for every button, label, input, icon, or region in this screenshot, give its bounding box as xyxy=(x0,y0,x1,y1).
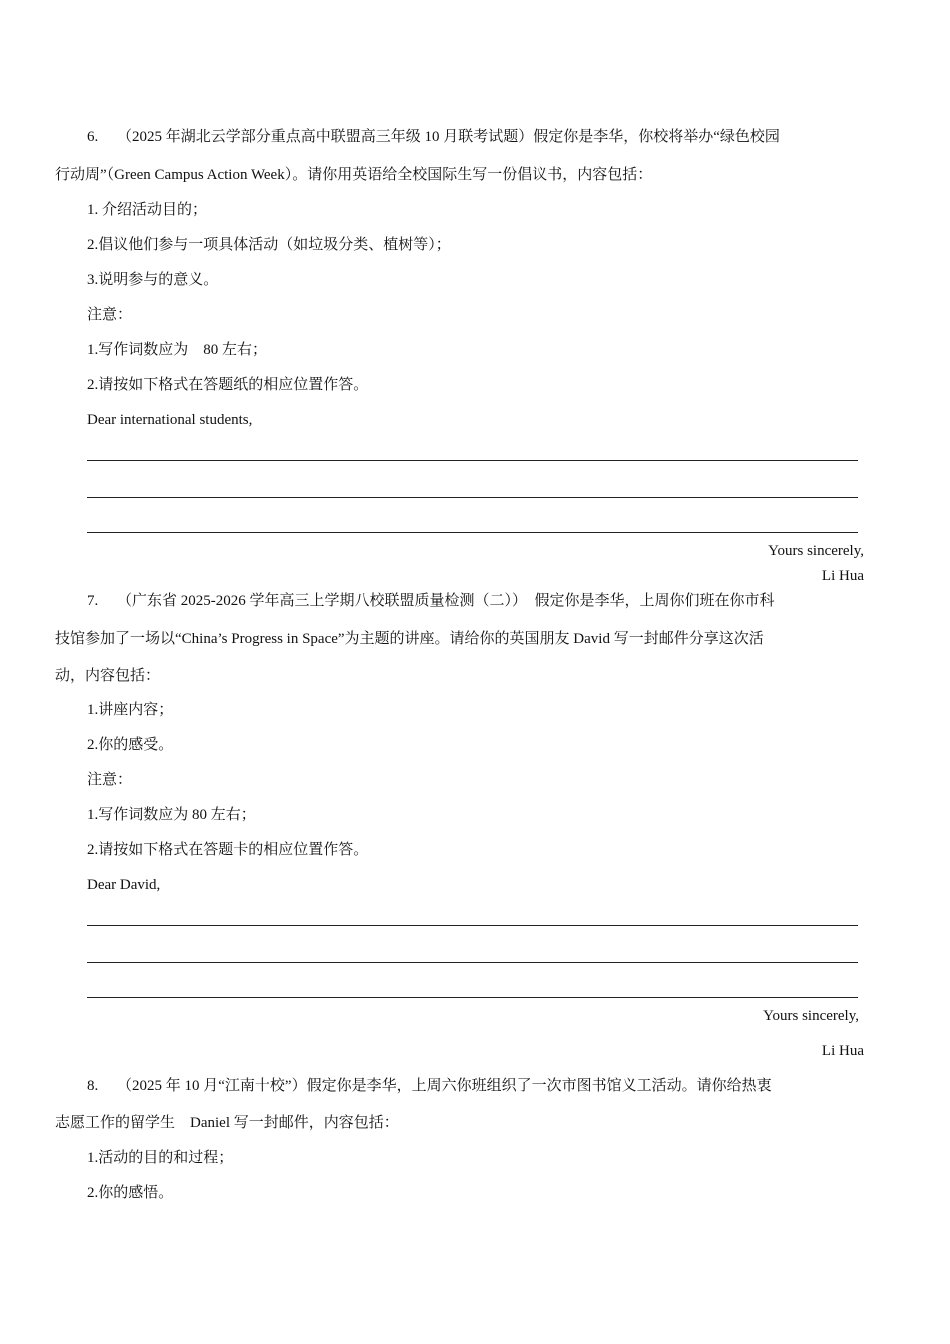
question-8-prompt-line-2: 志愿工作的留学生 Daniel 写一封邮件，内容包括： xyxy=(55,1115,399,1131)
question-6-note-label: 注意： xyxy=(87,307,133,323)
answer-line xyxy=(87,962,858,963)
question-6-note-2: 2.请按如下格式在答题纸的相应位置作答。 xyxy=(87,377,369,393)
question-7-greeting: Dear David, xyxy=(87,877,161,893)
question-6-signature: Li Hua xyxy=(821,568,864,584)
question-7-note-label: 注意： xyxy=(87,772,133,788)
question-6-number: 6. xyxy=(87,129,99,145)
question-6-prompt-line-2: 行动周”（Green Campus Action Week）。请你用英语给全校国际生写一份倡议书，内容包括： xyxy=(55,167,653,183)
question-7-number: 7. xyxy=(87,593,99,609)
answer-line xyxy=(87,460,858,461)
question-7-prompt-line-2: 技馆参加了一场以“China’s Progress in Space”为主题的讲座。请给你的英国朋友 David 写一封邮件分享这次活 xyxy=(55,631,764,647)
question-6-item-3: 3.说明参与的意义。 xyxy=(87,272,219,288)
question-7-note-2: 2.请按如下格式在答题卡的相应位置作答。 xyxy=(87,842,369,858)
answer-line xyxy=(87,925,858,926)
question-6-greeting: Dear international students, xyxy=(87,412,253,428)
answer-line xyxy=(87,532,858,533)
question-6-item-2: 2.倡议他们参与一项具体活动（如垃圾分类、植树等）； xyxy=(87,237,451,253)
question-6-closing: Yours sincerely, xyxy=(768,543,864,559)
question-7-prompt-line-3: 动，内容包括： xyxy=(55,668,161,684)
question-7-item-1: 1.讲座内容； xyxy=(87,702,174,718)
question-6-item-1: 1. 介绍活动目的； xyxy=(87,202,208,218)
answer-line xyxy=(87,997,858,998)
question-7-signature: Li Hua xyxy=(821,1043,864,1059)
question-7-closing: Yours sincerely, xyxy=(763,1008,859,1024)
question-6-note-1: 1.写作词数应为 80 左右； xyxy=(87,342,268,358)
question-8-item-2: 2.你的感悟。 xyxy=(87,1185,174,1201)
question-7-prompt-line-1: （广东省 2025-2026 学年高三上学期八校联盟质量检测（二）） 假定你是李华，上周你们班在你市科 xyxy=(117,593,775,609)
question-6-prompt-line-1: （2025 年湖北云学部分重点高中联盟高三年级 10 月联考试题）假定你是李华，你校将举办“绿色校园 xyxy=(117,129,780,145)
answer-line xyxy=(87,497,858,498)
question-7-note-1: 1.写作词数应为 80 左右； xyxy=(87,807,256,823)
question-8-item-1: 1.活动的目的和过程； xyxy=(87,1150,234,1166)
question-7-item-2: 2.你的感受。 xyxy=(87,737,174,753)
question-8-prompt-line-1: （2025 年 10 月“江南十校”）假定你是李华，上周六你班组织了一次市图书馆义工活动。请你给热衷 xyxy=(117,1078,772,1094)
question-8-number: 8. xyxy=(87,1078,99,1094)
